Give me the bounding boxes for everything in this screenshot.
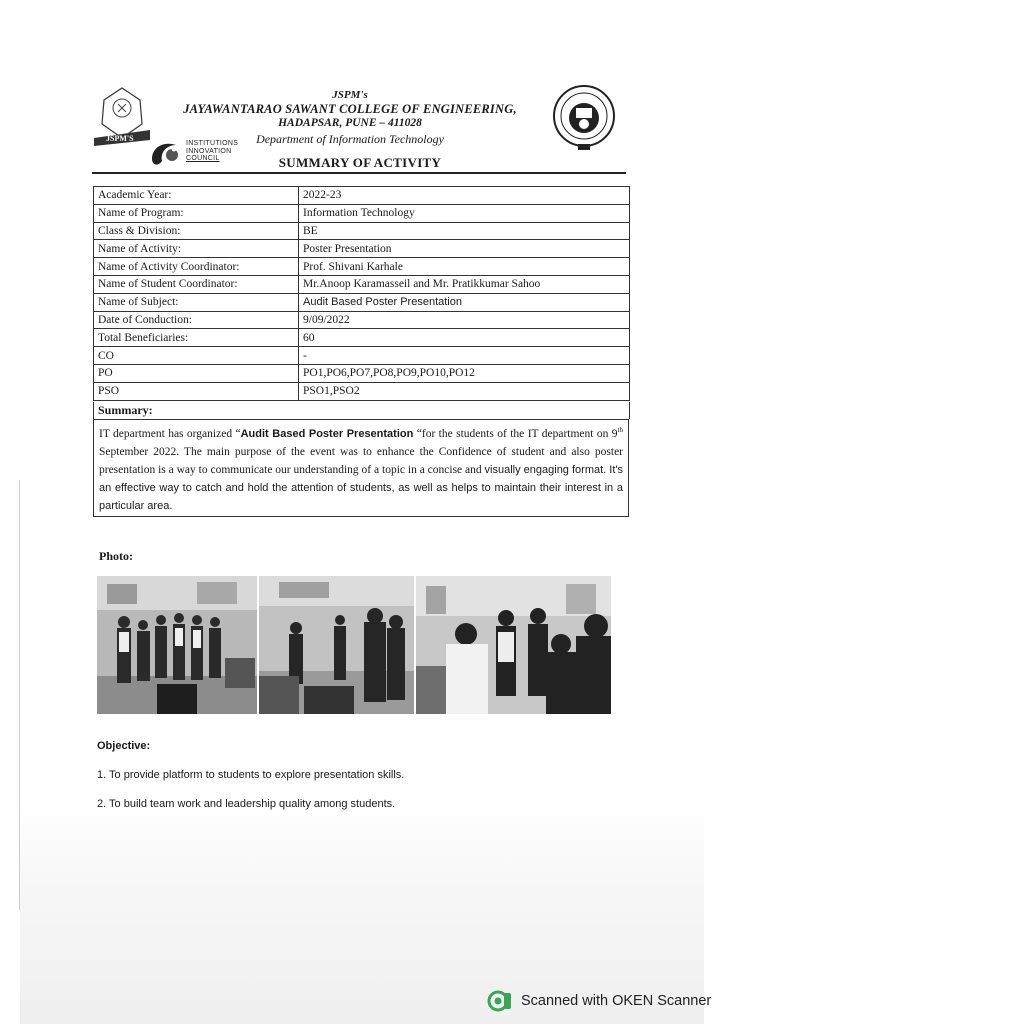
objective-item: 1. To provide platform to students to explore presentation skills. (97, 769, 405, 781)
detail-label: CO (94, 347, 299, 365)
college-name: JAYAWANTARAO SAWANT COLLEGE OF ENGINEERING, (183, 102, 517, 116)
scanner-watermark (487, 990, 711, 1012)
table-row (94, 204, 630, 222)
detail-label: Name of Activity: (94, 240, 299, 258)
summary-part: IT department has organized “ (99, 427, 241, 440)
detail-value: PSO1,PSO2 (299, 382, 630, 400)
detail-label: Name of Student Coordinator: (94, 275, 299, 293)
event-photo (416, 576, 611, 714)
detail-value: - (299, 347, 630, 365)
event-photo (97, 576, 257, 714)
detail-label: Date of Conduction: (94, 311, 299, 329)
college-address: HADAPSAR, PUNE – 411028 (278, 117, 422, 129)
table-row (94, 382, 630, 400)
detail-value: 2022-23 (299, 187, 630, 205)
table-row (94, 293, 630, 311)
detail-label: Name of Program: (94, 204, 299, 222)
detail-value: 60 (299, 329, 630, 347)
table-row (94, 240, 630, 258)
detail-label: PO (94, 364, 299, 382)
table-row (94, 275, 630, 293)
summary-part: “for the students of the IT department on 9 (413, 427, 618, 440)
objective-title: Objective: (97, 740, 151, 752)
detail-value: Audit Based Poster Presentation (299, 293, 630, 311)
detail-value: 9/09/2022 (299, 311, 630, 329)
iic-label: INSTITUTIONS INNOVATION COUNCIL (186, 140, 239, 162)
detail-label: Total Beneficiaries: (94, 329, 299, 347)
table-row (94, 222, 630, 240)
detail-value: Poster Presentation (299, 240, 630, 258)
detail-value: PO1,PO6,PO7,PO8,PO9,PO10,PO12 (299, 364, 630, 382)
scan-edge (19, 480, 20, 910)
scanner-text: Scanned with OKEN Scanner (521, 993, 712, 1009)
summary-date-suffix: th (617, 426, 623, 434)
table-row (94, 187, 630, 205)
department-name: Department of Information Technology (256, 132, 444, 146)
activity-details-table (93, 186, 630, 401)
detail-label: Name of Activity Coordinator: (94, 258, 299, 276)
summary-activity-name: Audit Based Poster Presentation (240, 427, 414, 440)
table-row (94, 311, 630, 329)
table-row (94, 258, 630, 276)
detail-value: Information Technology (299, 204, 630, 222)
detail-label: Class & Division: (94, 222, 299, 240)
summary-label: Summary: (98, 403, 153, 417)
table-row (94, 364, 630, 382)
header-divider (92, 172, 626, 174)
table-row (94, 329, 630, 347)
scanner-logo-icon (487, 990, 513, 1012)
summary-label-row (93, 402, 630, 419)
detail-label: Name of Subject: (94, 293, 299, 311)
detail-value: Prof. Shivani Karhale (299, 258, 630, 276)
jspm-logo-text: JSPM'S (106, 134, 134, 143)
summary-part: visually engaging format. It's an effective way to catch and hold the attention of students, as well as helps to maintain their interest in a particular area. (99, 463, 623, 512)
table-row (94, 347, 630, 365)
org-name: JSPM's (332, 89, 368, 101)
photo-label: Photo: (99, 549, 133, 563)
detail-label: Academic Year: (94, 187, 299, 205)
event-photo (259, 576, 414, 714)
summary-part: September 2022. The main purpose of the event was to enhance the Confidence of student and also poster presentation is a way to communicate our understanding of a topic in a concise and (99, 445, 623, 476)
objective-item: 2. To build team work and leadership quality among students. (97, 798, 396, 810)
page-title: SUMMARY OF ACTIVITY (278, 155, 442, 170)
detail-label: PSO (94, 382, 299, 400)
detail-value: Mr.Anoop Karamasseil and Mr. Pratikkumar Sahoo (299, 275, 630, 293)
detail-value: BE (299, 222, 630, 240)
event-photos (97, 576, 611, 714)
summary-text (93, 419, 629, 517)
